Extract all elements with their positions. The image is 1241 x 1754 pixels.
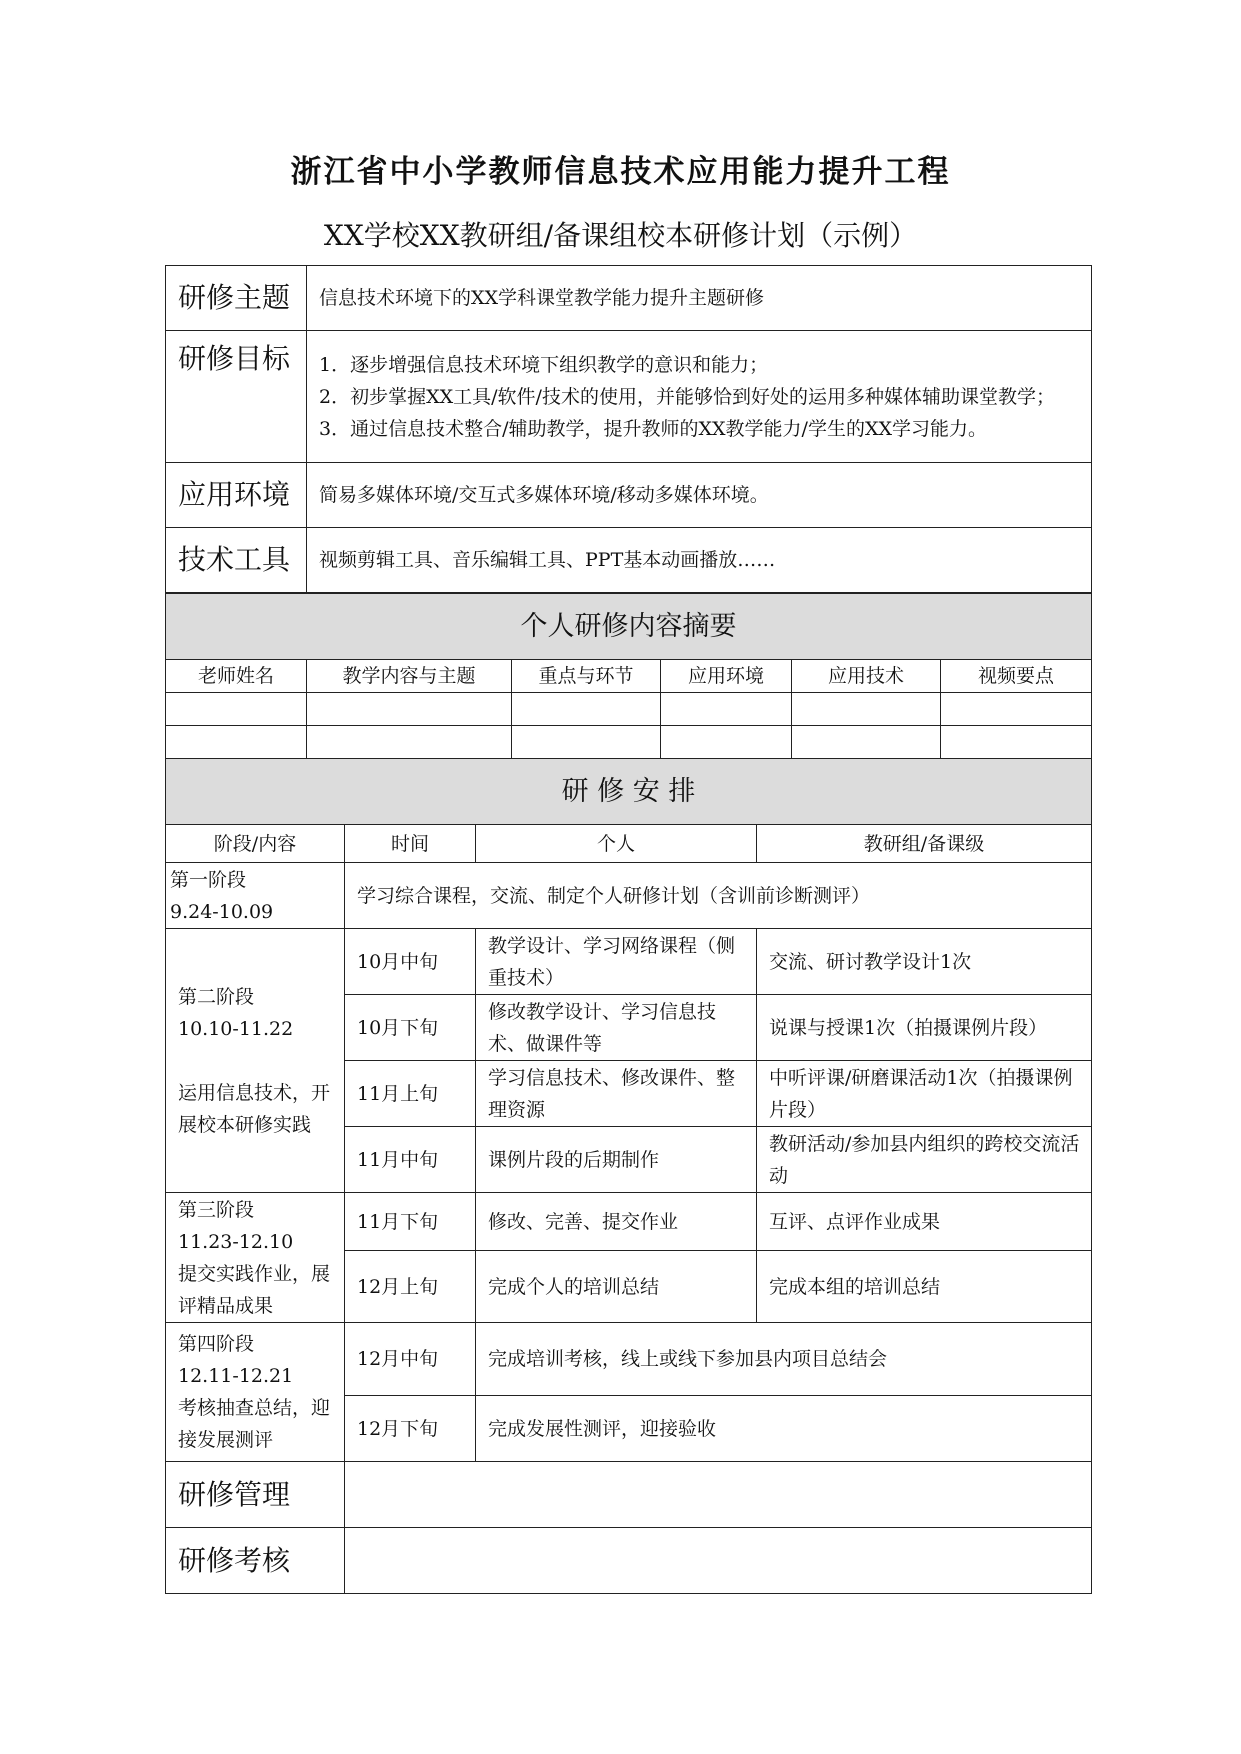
schedule-col-header: 阶段/内容 (166, 825, 345, 863)
schedule-content: 完成培训考核，线上或线下参加县内项目总结会 (476, 1323, 1092, 1396)
schedule-time: 10月下旬 (345, 995, 476, 1061)
summary-empty-row (166, 726, 1092, 759)
empty-cell (512, 726, 661, 759)
info-row-tool (166, 528, 1092, 593)
empty-cell (661, 693, 792, 726)
topic-value: 信息技术环境下的XX学科课堂教学能力提升主题研修 (307, 266, 1092, 331)
empty-cell (307, 726, 512, 759)
schedule-personal: 学习信息技术、修改课件、整理资源 (476, 1061, 757, 1127)
schedule-personal: 教学设计、学习网络课程（侧重技术） (476, 929, 757, 995)
env-label: 应用环境 (166, 463, 307, 528)
stage1-content: 学习综合课程，交流、制定个人研修计划（含训前诊断测评） (345, 863, 1092, 929)
empty-cell (166, 726, 307, 759)
summary-col-header: 应用环境 (661, 660, 792, 693)
empty-cell (792, 693, 941, 726)
info-row-env (166, 463, 1092, 528)
goal-label: 研修目标 (166, 331, 307, 463)
schedule-time: 12月上旬 (345, 1251, 476, 1323)
stage4-row (166, 1323, 1092, 1396)
summary-empty-row (166, 693, 1092, 726)
stage3-desc: 提交实践作业，展评精品成果 (178, 1262, 331, 1317)
goal-value (307, 331, 1092, 463)
assessment-row (166, 1528, 1092, 1594)
management-row (166, 1462, 1092, 1528)
schedule-header-row (166, 825, 1092, 863)
stage3-name: 第三阶段 (178, 1198, 255, 1221)
schedule-group: 说课与授课1次（拍摄课例片段） (757, 995, 1092, 1061)
summary-col-header: 应用技术 (792, 660, 941, 693)
schedule-group: 交流、研讨教学设计1次 (757, 929, 1092, 995)
management-value (345, 1462, 1092, 1528)
schedule-group: 教研活动/参加县内组织的跨校交流活动 (757, 1127, 1092, 1193)
schedule-group: 完成本组的培训总结 (757, 1251, 1092, 1323)
stage3-row (166, 1193, 1092, 1251)
summary-table (165, 593, 1092, 759)
schedule-col-header: 时间 (345, 825, 476, 863)
stage4-cell (166, 1323, 345, 1462)
schedule-table (165, 758, 1092, 1594)
management-label: 研修管理 (166, 1462, 345, 1528)
document-subtitle: XX学校XX教研组/备课组校本研修计划（示例） (323, 219, 918, 252)
stage1-name: 第一阶段 (170, 868, 247, 891)
schedule-personal: 课例片段的后期制作 (476, 1127, 757, 1193)
stage4-name: 第四阶段 (178, 1333, 255, 1355)
empty-cell (166, 693, 307, 726)
stage2-dates: 10.10-11.22 (178, 1017, 294, 1040)
stage4-dates: 12.11-12.21 (178, 1365, 294, 1387)
schedule-col-header: 教研组/备课级 (757, 825, 1092, 863)
schedule-time: 12月中旬 (345, 1323, 476, 1396)
stage3-cell (166, 1193, 345, 1323)
stage2-desc: 运用信息技术，开展校本研修实践 (178, 1081, 331, 1136)
empty-cell (941, 726, 1092, 759)
schedule-personal: 修改教学设计、学习信息技术、做课件等 (476, 995, 757, 1061)
info-row-topic (166, 266, 1092, 331)
schedule-time: 11月下旬 (345, 1193, 476, 1251)
empty-cell (792, 726, 941, 759)
assessment-label: 研修考核 (166, 1528, 345, 1594)
summary-col-header: 教学内容与主题 (307, 660, 512, 693)
summary-col-header: 老师姓名 (166, 660, 307, 693)
tool-value: 视频剪辑工具、音乐编辑工具、PPT基本动画播放…… (307, 528, 1092, 593)
stage1-dates: 9.24-10.09 (170, 900, 274, 923)
topic-label: 研修主题 (166, 266, 307, 331)
empty-cell (512, 693, 661, 726)
stage1-cell (166, 863, 345, 929)
empty-cell (661, 726, 792, 759)
assessment-value (345, 1528, 1092, 1594)
goal-item-1: 1．逐步增强信息技术环境下组织教学的意识和能力； (319, 353, 769, 376)
goal-item-2: 2．初步掌握XX工具/软件/技术的使用，并能够恰到好处的运用多种媒体辅助课堂教学； (319, 385, 1055, 408)
summary-heading: 个人研修内容摘要 (166, 594, 1092, 660)
info-row-goal (166, 331, 1092, 463)
schedule-time: 11月上旬 (345, 1061, 476, 1127)
tool-label: 技术工具 (166, 528, 307, 593)
stage2-name: 第二阶段 (178, 985, 255, 1008)
stage1-row (166, 863, 1092, 929)
schedule-content: 完成发展性测评，迎接验收 (476, 1396, 1092, 1462)
empty-cell (941, 693, 1092, 726)
stage2-row (166, 929, 1092, 995)
schedule-time: 12月下旬 (345, 1396, 476, 1462)
summary-col-header: 视频要点 (941, 660, 1092, 693)
stage2-cell (166, 929, 345, 1193)
empty-cell (307, 693, 512, 726)
schedule-time: 10月中旬 (345, 929, 476, 995)
schedule-personal: 修改、完善、提交作业 (476, 1193, 757, 1251)
document-title: 浙江省中小学教师信息技术应用能力提升工程 (290, 154, 951, 190)
summary-header-row (166, 660, 1092, 693)
schedule-group: 中听评课/研磨课活动1次（拍摄课例片段） (757, 1061, 1092, 1127)
schedule-group: 互评、点评作业成果 (757, 1193, 1092, 1251)
stage4-desc: 考核抽查总结，迎接发展测评 (178, 1397, 331, 1451)
schedule-personal: 完成个人的培训总结 (476, 1251, 757, 1323)
schedule-heading: 研 修 安 排 (166, 759, 1092, 825)
stage3-dates: 11.23-12.10 (178, 1230, 294, 1253)
schedule-time: 11月中旬 (345, 1127, 476, 1193)
goal-item-3: 3．通过信息技术整合/辅助教学，提升教师的XX教学能力/学生的XX学习能力。 (319, 417, 987, 440)
summary-col-header: 重点与环节 (512, 660, 661, 693)
schedule-col-header: 个人 (476, 825, 757, 863)
env-value: 简易多媒体环境/交互式多媒体环境/移动多媒体环境。 (307, 463, 1092, 528)
info-table (165, 265, 1092, 593)
